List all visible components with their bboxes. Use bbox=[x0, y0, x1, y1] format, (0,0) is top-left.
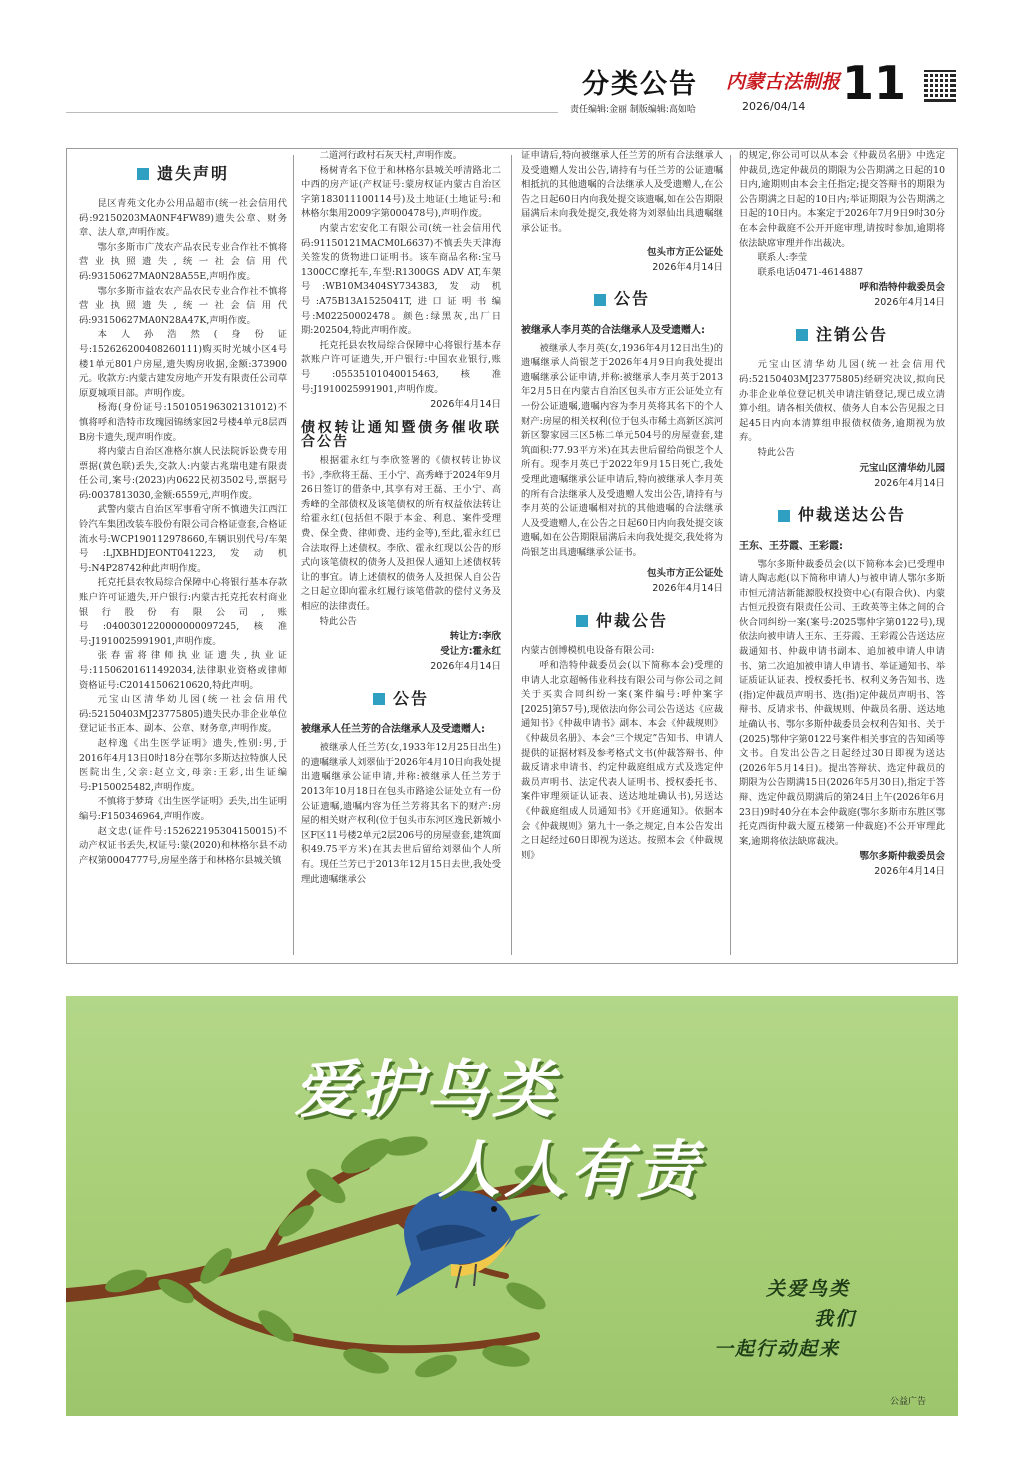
notice-date: 2026年4月14日 bbox=[874, 477, 945, 489]
notary-office: 包头市方正公证处 bbox=[646, 568, 723, 580]
public-service-ad bbox=[66, 996, 958, 1416]
square-bullet-icon bbox=[778, 510, 790, 522]
arbitration-body-continued: 的规定,你公司可以从本会《仲裁员名册》中选定仲裁员,选定仲裁员的期限为公告期满之日起的10日内,逾期则由本会主任指定;提交答辩书的期限为公告期满之日起的10日内;举证期限为公告期满之日起的10日内。本案定于2026年7月9日9时30分在本会仲裁庭不公开开庭审理,请按时参加,逾期将依法缺席审理并作出裁决。 bbox=[739, 150, 945, 249]
service-notice-body: 鄂尔多斯仲裁委员会(以下简称本会)已受理申请人陶志彪(以下简称申请人)与被申请人鄂尔多斯市恒元清洁新能源股权投资中心(有限合伙)、内蒙古恒元投资有限责任公司、王政英等主体之间的合伙合同纠纷一案(案号:2025鄂仲字第0122号),现依法向被申请人王东、王芬霞、王彩霞公告送达应裁通知书、仲裁申请书副本、追加被申请人申请书、第二次追加被申请人申请书、举证通知书、举证质证认证表、授权委托书、权利义务告知书、选(指)定仲裁员声明书、选(指)定仲裁员声明书、答辩书、反请求书、仲裁规则、仲裁员名册、送达地址确认书、鄂尔多斯仲裁委员会权利告知书、关于(2025)鄂仲字第0122号案件相关事宜的告知函等文书。自发出公告之日起经过30日即视为送达(2026年5月14日)。提出答辩状、选定仲裁员的期限为公告期满15日(2026年5月30日),指定于答辩、选定仲裁员期满后的第24日上午(2026年6月23日)9时40分在本会仲裁庭(鄂尔多斯市东胜区鄂托克西街仲裁大厦五楼第一仲裁庭)不公开审理此案,逾期将依法缺席裁决。 bbox=[739, 558, 945, 847]
ad-slogan-1: 关爱鸟类 bbox=[766, 1278, 851, 1300]
column-2 bbox=[301, 149, 501, 957]
square-bullet-icon bbox=[373, 693, 385, 705]
notice-date: 2026年4月14日 bbox=[874, 866, 945, 878]
notice-paragraph: 鄂尔多斯市广茂农产品农民专业合作社不慎将营业执照遗失,统一社会信用代码:93150627MA0N28A55E,声明作废。 bbox=[79, 241, 287, 282]
notice-paragraph: 鄂尔多斯市益农农产品农民专业合作社不慎将营业执照遗失,统一社会信用代码:93150627MA0N28A47K,声明作废。 bbox=[79, 285, 287, 326]
column-divider bbox=[293, 155, 294, 955]
square-bullet-icon bbox=[137, 168, 149, 180]
cancel-notice-title: 注销公告 bbox=[815, 325, 888, 345]
transferor: 转让方:李欣 bbox=[449, 631, 501, 643]
ad-label: 公益广告 bbox=[890, 1397, 927, 1407]
notice-addressee: 被继承人李月英的合法继承人及受遗赠人: bbox=[521, 324, 705, 336]
notice-paragraph: 张春雷将律师执业证遗失,执业证号:11506201611492034,法律职业资格或律师资格证号:C20141506210620,特此声明。 bbox=[79, 650, 287, 691]
lost-notice-continued bbox=[301, 149, 501, 397]
notice-paragraph: 赵文忠(证件号:152622195304150015)不动产权证书丢失,权证号:蒙(2020)和林格尔县不动产权第0004777号,房屋坐落于和林格尔县城关镇 bbox=[79, 825, 287, 866]
square-bullet-icon bbox=[796, 329, 808, 341]
editor-credits: 责任编辑:金丽 制版编辑:高如哈 bbox=[570, 105, 696, 115]
notice-paragraph: 根据霍永红与李欣签署的《债权转让协议书》,李欣将王磊、王小宁、高秀峰于2024年9月26日签订的借条中,其享有对王磊、王小宁、高秀峰的全部债权及该笔债权的所有权益依法转让给霍永红(包括但不限于本金、利息、案件受理费、保全费、律师费、违约金等),至此,霍永红已合法取得上述债权。李欣、霍永红现以公告的形式向该笔债权的债务人及担保人通知上述债权转让的事宜。请上述债权的债务人及担保人自公告之日起立即向霍永红履行该笔借款的偿付义务及相应的法律责任。 bbox=[301, 455, 501, 613]
section-heading bbox=[739, 499, 945, 533]
ad-slogan-3: 一起行动起来 bbox=[714, 1338, 841, 1360]
notary-office: 包头市方正公证处 bbox=[646, 246, 723, 258]
notice-paragraph: 杨海(身份证号:150105196302131012)不慎将呼和浩特市玫瑰园锦绣家园2号楼4单元8层西B房卡遗失,现声明作废。 bbox=[79, 402, 287, 443]
arbitration-addressee: 内蒙古创博模机电设备有限公司: bbox=[521, 645, 655, 657]
notice-paragraph: 不慎将于梦琦《出生医学证明》丢失,出生证明编号:F150346964,声明作废。 bbox=[79, 796, 287, 822]
column-4 bbox=[739, 149, 945, 957]
transferee: 受让方:霍永红 bbox=[440, 646, 501, 658]
column-1 bbox=[79, 149, 287, 957]
square-bullet-icon bbox=[594, 294, 606, 306]
notice-paragraph: 二道河行政村石灰天村,声明作废。 bbox=[319, 150, 463, 161]
notice-title: 公告 bbox=[392, 688, 429, 708]
section-heading bbox=[301, 682, 501, 716]
lost-notice-title: 遗失声明 bbox=[156, 163, 229, 183]
ad-headline-1: 爱护鸟类 bbox=[294, 1053, 559, 1126]
page-header bbox=[0, 0, 1024, 130]
section-heading bbox=[79, 157, 287, 191]
section-heading bbox=[521, 604, 723, 638]
notice-paragraph: 托克托县农牧局综合保障中心将银行基本存款账户许可证遗失,开户银行:内蒙古托克托农村商业银行股份有限公司,账号:0400301220000000097245,核准号:J1910025991901,声明作废。 bbox=[79, 577, 287, 647]
header-divider bbox=[66, 112, 558, 113]
notice-paragraph: 托克托县农牧局综合保障中心将银行基本存款账户许可证遗失,开户银行:中国农业银行,账号:05535101040015463,核准号:J1910025991901,声明作废。 bbox=[301, 339, 501, 395]
lost-notice-list bbox=[79, 197, 287, 868]
page-number: 11 bbox=[842, 56, 907, 110]
service-addressee: 王东、王芬霞、王彩霞: bbox=[739, 540, 843, 552]
notice-paragraph: 杨树青名下位于和林格尔县城关呼清路北二中西的房产证(产权证号:蒙房权证内蒙古自治区字第183011100114号)及土地证(土地证号:和林格尔集用2009字第000478号),声明作废。 bbox=[301, 164, 501, 220]
column-divider bbox=[511, 155, 512, 955]
notice-paragraph: 内蒙古宏安化工有限公司(统一社会信用代码:91150121MACM0L6637)不慎丢失天津海关签发的货物进口证明书。该车商品名称:宝马1300CC摩托车,车型:R1300GS ADV AT,车架号:WB10M3404SY734383,发动机号:A75B13A1525041T,进口证明书编号:M02250002478。颜色:绿黑灰,出厂日期:202504,特此声明作废。 bbox=[301, 222, 501, 337]
notice-date: 2026年4月14日 bbox=[652, 261, 723, 273]
cancel-notice-close: 特此公告 bbox=[757, 446, 795, 458]
notice-date: 2026年4月14日 bbox=[430, 399, 501, 411]
notice-paragraph: 武警内蒙古自治区军事看守所不慎遗失江西江铃汽车集团改装车股份有限公司合格证壹套,合格证流水号:WCP190112978660,车辆识别代号/车架号:LJXBHDJEONT041223,发动机号:N4P28742种此声明作废。 bbox=[79, 504, 287, 574]
notice-paragraph: 昆区青苑文化办公用品超市(统一社会信用代码:92150203MA0NF4FW89)遗失公章、财务章、法人章,声明作废。 bbox=[79, 198, 287, 239]
arbitration-body: 呼和浩特仲裁委员会(以下简称本会)受理的申请人北京超畅伟业科技有限公司与你公司之间关于买卖合同纠纷一案(案件编号:呼仲案字[2025]第57号),现依法向你公司公告送达《应裁通知书》《仲裁申请书》副本、本会《仲裁规则》《仲裁员名册》、本会“三个规定”告知书、申请人提供的证据材料及参考格式文书(仲裁答辩书、仲裁反请求申请书、约定仲裁庭组成方式及选定仲裁员声明书、法定代表人证明书、授权委托书、案件审理须证认证表、送达地址确认书),另送达《仲裁庭组成人员通知书》《开庭通知》。依据本会《仲裁规则》第九十一条之规定,自本公告发出之日起经过60日即视为送达。按照本会《仲裁规则》 bbox=[521, 660, 723, 861]
ad-headline-2: 人人有责 bbox=[438, 1133, 703, 1206]
branch-icon bbox=[186, 1286, 536, 1349]
kindergarten-name: 元宝山区清华幼儿园 bbox=[859, 462, 945, 474]
ad-slogan-2: 我们 bbox=[814, 1308, 857, 1330]
column-3 bbox=[521, 149, 723, 957]
notice-paragraph: 特此公告 bbox=[319, 615, 357, 627]
section-heading bbox=[301, 419, 501, 451]
qr-code-icon bbox=[924, 70, 956, 102]
cancel-notice-body: 元宝山区清华幼儿园(统一社会信用代码:52150403MJ23775805)经研究决议,拟向民办非企业单位登记机关申请注销登记,现已成立清算小组。请各相关债权、债务人自本公告见报之日起45日内向本清算组申报债权债务,逾期视为放弃。 bbox=[739, 359, 945, 444]
arbitration-committee: 鄂尔多斯仲裁委员会 bbox=[859, 851, 945, 863]
section-heading bbox=[521, 283, 723, 317]
section-title: 分类公告 bbox=[582, 69, 698, 100]
notice-paragraph: 元宝山区清华幼儿园(统一社会信用代码:52150403MJ23775805)遗失民办非企业单位登记证书正本、副本、公章、财务章,声明作废。 bbox=[79, 694, 287, 735]
notice-title: 公告 bbox=[613, 289, 650, 309]
notice-addressee: 被继承人任兰芳的合法继承人及受遗赠人: bbox=[301, 724, 485, 736]
notice-paragraph: 将内蒙古自治区准格尔旗人民法院诉讼费专用票据(黄色联)丢失,交款人:内蒙古兆瑞电建有限责任公司,案号:(2023)内0622民初3502号,票据号码:0037813030,金额:6559元,声明作废。 bbox=[79, 446, 287, 501]
column-divider bbox=[730, 155, 731, 955]
contact-person: 联系人:李莹 bbox=[757, 252, 808, 264]
service-notice-title: 仲裁送达公告 bbox=[797, 505, 906, 525]
newspaper-brand-logo: 内蒙古法制报 bbox=[726, 71, 841, 93]
notice-body: 被继承人李月英(女,1936年4月12日出生)的遗嘱继承人尚银芝于2026年4月9日向我处提出遗嘱继承公证申请,并称:被继承人李月英于2013年2月5日在内蒙古自治区包头市方正公证处立有一份公证遗嘱,遗嘱内容为李月英将其名下的个人财产:房屋的相关权利(位于包头市稀土高新区滨河新区黎家园三区5栋二单元504号的房屋壹套,建筑面积:77.93平方米)在其去世后留给尚银芝个人所有。现李月英已于2022年9月15日死亡,我处受理此遗嘱继承公证申请后,特向被继承人李月英的所有合法继承人及受遗赠人发出公告,请持有与李月英的公证遗嘱相对抗的其他遗嘱的合法继承人及受遗赠人,在公告之日起60日内向我处提交该遗嘱,如在公告期限届满后未向我处提交,我处将为尚银芝出具遗嘱继承公证书。 bbox=[521, 342, 723, 558]
debt-notice-title: 债权转让通知暨债务催收联合公告 bbox=[301, 419, 501, 451]
square-bullet-icon bbox=[576, 615, 588, 627]
notice-paragraph: 本人孙浩然(身份证号:152626200408260111)购买时光城小区4号楼1单元801户房屋,遗失购房收据,金额:373900元。收款方:内蒙古建发房地产开发有限责任公司草原夏城项目部。声明作废。 bbox=[79, 329, 287, 399]
notice-body-continued: 证申请后,特向被继承人任兰芳的所有合法继承人及受遗赠人发出公告,请持有与任兰芳的公证遗嘱相抵抗的其他遗嘱的合法继承人及受遗赠人,在公告之日起60日内向我处提交该遗嘱,如在公告期限届满后未向我处提交,我处将为刘翠仙出具遗嘱继承公证书。 bbox=[521, 150, 723, 234]
notice-date: 2026年4月14日 bbox=[874, 297, 945, 309]
notices-frame bbox=[66, 148, 958, 964]
notice-paragraph: 赵梓逸《出生医学证明》遗失,性别:男,于2016年4月13日0时18分在鄂尔多斯达拉特旗人民医院出生,父亲:赵立文,母亲:王彩,出生证编号:P150025482,声明作废。 bbox=[79, 737, 287, 793]
notice-body: 被继承人任兰芳(女,1933年12月25日出生)的遗嘱继承人刘翠仙于2026年4月10日向我处提出遗嘱继承公证申请,并称:被继承人任兰芳于2013年10月18日在包头市路途公证处立有一份公证遗嘱,遗嘱内容为任兰芳将其名下的财产:房屋的相关财产权利(位于包头市东河区逸民新城小区F区11号楼2单元2层206号的房屋壹套,建筑面积49.75平方米)在其去世后留给刘翠仙个人所有。现任兰芳已于2013年12月15日去世,我处受理此遗嘱继承公 bbox=[301, 742, 501, 885]
notice-date: 2026年4月14日 bbox=[430, 661, 501, 673]
contact-phone: 联系电话0471-4614887 bbox=[757, 266, 863, 278]
issue-date: 2026/04/14 bbox=[742, 100, 806, 113]
section-heading bbox=[739, 318, 945, 352]
arbitration-committee: 呼和浩特仲裁委员会 bbox=[859, 282, 945, 294]
arbitration-notice-title: 仲裁公告 bbox=[595, 611, 668, 631]
debt-notice-body bbox=[301, 454, 501, 629]
notice-date: 2026年4月14日 bbox=[652, 583, 723, 595]
